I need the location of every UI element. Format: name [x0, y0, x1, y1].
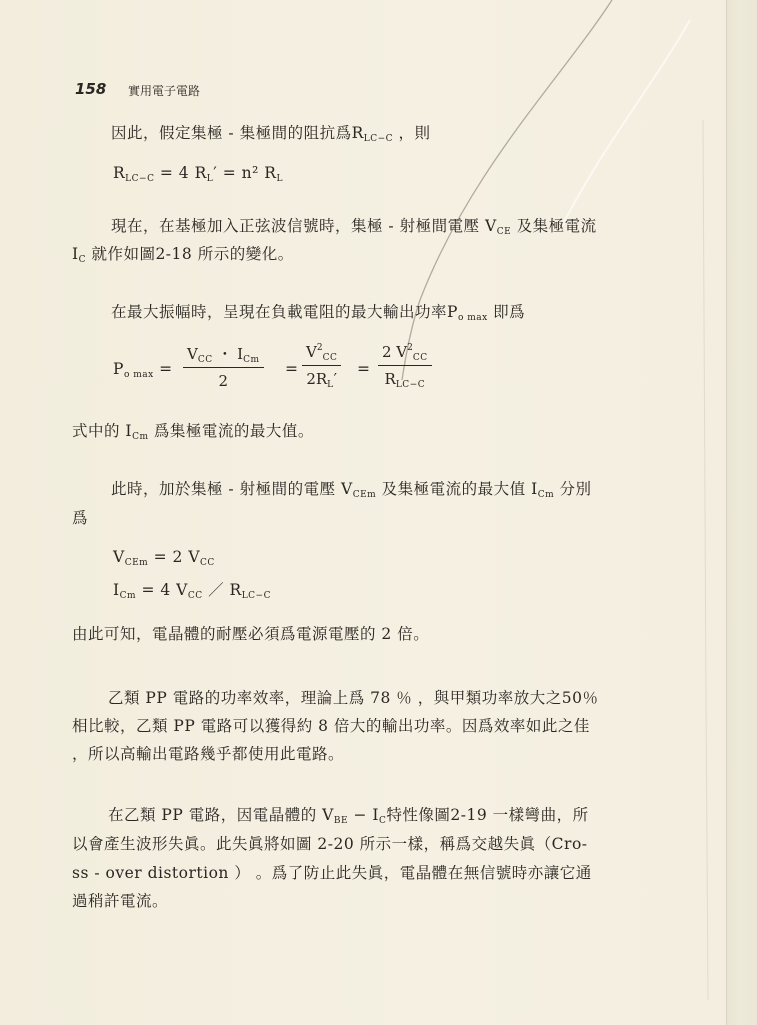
subscript: LC−C: [395, 380, 426, 390]
paragraph-efficiency-line1: 乙類 PP 電路的功率效率，理論上爲 78 ％ ，與甲類功率放大之50％: [108, 689, 599, 707]
paragraph-impedance: [111, 121, 431, 144]
text: R: [113, 164, 126, 182]
text: 及集極電流: [511, 217, 597, 235]
fraction-1: [183, 343, 264, 390]
adjacent-page-edge: [726, 0, 757, 1025]
subscript: Cm: [243, 355, 260, 365]
paragraph-crossover-line3: ss - over distortion ） 。爲了防止此失眞，電晶體在無信號時亦讓它通: [72, 864, 592, 882]
page-number: 158: [75, 80, 107, 98]
text: 在最大振幅時，呈現在負載電阻的最大輸出功率P: [111, 303, 458, 321]
subscript: L: [276, 174, 283, 184]
text: 現在，在基極加入正弦波信號時，集極 - 射極間電壓 V: [111, 217, 497, 235]
text: I: [72, 245, 79, 263]
subscript: CC: [200, 558, 215, 568]
superscript: 2: [316, 343, 323, 353]
paragraph-efficiency-line2: 相比較，乙類 PP 電路可以獲得約 8 倍大的輸出功率。因爲效率如此之佳: [72, 717, 590, 735]
paragraph-max-power: [111, 300, 525, 323]
subscript: o max: [123, 370, 154, 380]
equals: =: [357, 360, 371, 378]
equals: =: [285, 360, 299, 378]
subscript: Cm: [119, 591, 137, 601]
text: = 4 R: [154, 164, 207, 182]
text: = n² R: [217, 164, 277, 182]
text: 式中的 I: [72, 422, 133, 440]
paragraph-efficiency-line3: ，所以高輸出電路幾乎都使用此電路。: [72, 745, 345, 763]
fraction-3: [378, 343, 432, 390]
subscript: L: [327, 380, 334, 390]
text: 因此，假定集極 - 集極間的阻抗爲R: [111, 124, 364, 142]
text: 在乙類 PP 電路，因電晶體的 V: [108, 806, 334, 824]
text: 就作如圖2-18 所示的變化。: [86, 245, 294, 263]
subscript: o max: [457, 313, 488, 323]
subscript: CE: [496, 227, 512, 237]
numerator: [378, 343, 432, 366]
text: =: [153, 360, 173, 378]
subscript: CEm: [352, 490, 377, 500]
text: 此時，加於集極 - 射極間的電壓 V: [111, 480, 353, 498]
paragraph-crossover-line4: 過稍許電流。: [72, 892, 169, 910]
running-header-title: 實用電子電路: [128, 84, 201, 98]
paragraph-icm-note: [72, 419, 314, 442]
equation-pomax-lhs: [113, 360, 173, 380]
paragraph-crossover-line2: 以會產生波形失眞。此失眞將如圖 2-20 所示一樣，稱爲交越失眞（Cro-: [72, 835, 588, 853]
superscript: 2: [407, 343, 413, 353]
text: 2 V: [382, 343, 408, 361]
subscript: LC−C: [125, 174, 155, 184]
denominator: [378, 366, 432, 390]
denominator: [302, 366, 341, 390]
subscript: CEm: [124, 558, 149, 568]
text: R: [384, 370, 396, 388]
text: 2R: [306, 370, 328, 388]
fraction-2: [302, 343, 341, 390]
subscript: LC−C: [241, 591, 271, 601]
subscript: Cm: [132, 432, 149, 442]
subscript: CC: [187, 591, 203, 601]
denominator: 2: [218, 372, 229, 390]
text: 即爲: [487, 303, 526, 321]
subscript: CC: [322, 353, 338, 363]
equation-rlc: [113, 164, 283, 184]
subscript: C: [78, 255, 87, 265]
subscript: L: [206, 174, 214, 184]
paragraph-sine-line2: [72, 242, 294, 265]
text: P: [113, 360, 124, 378]
numerator: [302, 343, 341, 366]
subscript: Cm: [537, 490, 555, 500]
paragraph-vcem-line1: [111, 477, 592, 500]
equation-vcem: [113, 548, 215, 568]
text: 爲集極電流的最大值。: [148, 422, 314, 440]
numerator: [183, 343, 264, 368]
subscript: LC−C: [363, 134, 394, 144]
text: V: [187, 345, 198, 363]
subscript: BE: [333, 816, 349, 826]
text: 分別: [554, 480, 592, 498]
text: = 4 V: [136, 581, 188, 599]
text: − I: [348, 806, 379, 824]
text: 特性像圖2-19 一樣彎曲，所: [386, 806, 589, 824]
text: ，則: [393, 124, 431, 142]
text: ／ R: [202, 581, 242, 599]
text: V: [113, 548, 125, 566]
subscript: CC: [197, 355, 213, 365]
text: I: [237, 345, 244, 363]
paragraph-sine-line1: [111, 214, 597, 237]
text: I: [113, 581, 120, 599]
equation-icm: [113, 578, 271, 601]
text: ・: [212, 345, 238, 363]
text: V: [306, 343, 317, 361]
subscript: C: [379, 816, 387, 826]
paragraph-vcem-line2: 爲: [72, 509, 89, 527]
subscript: CC: [412, 353, 428, 363]
text: = 2 V: [148, 548, 201, 566]
text: 及集極電流的最大值 I: [376, 480, 538, 498]
paragraph-voltage-rating: 由此可知，電晶體的耐壓必須爲電源電壓的 2 倍。: [72, 625, 430, 643]
prime: ′: [213, 164, 218, 182]
paragraph-crossover-line1: [108, 803, 589, 826]
prime: ′: [333, 370, 338, 388]
